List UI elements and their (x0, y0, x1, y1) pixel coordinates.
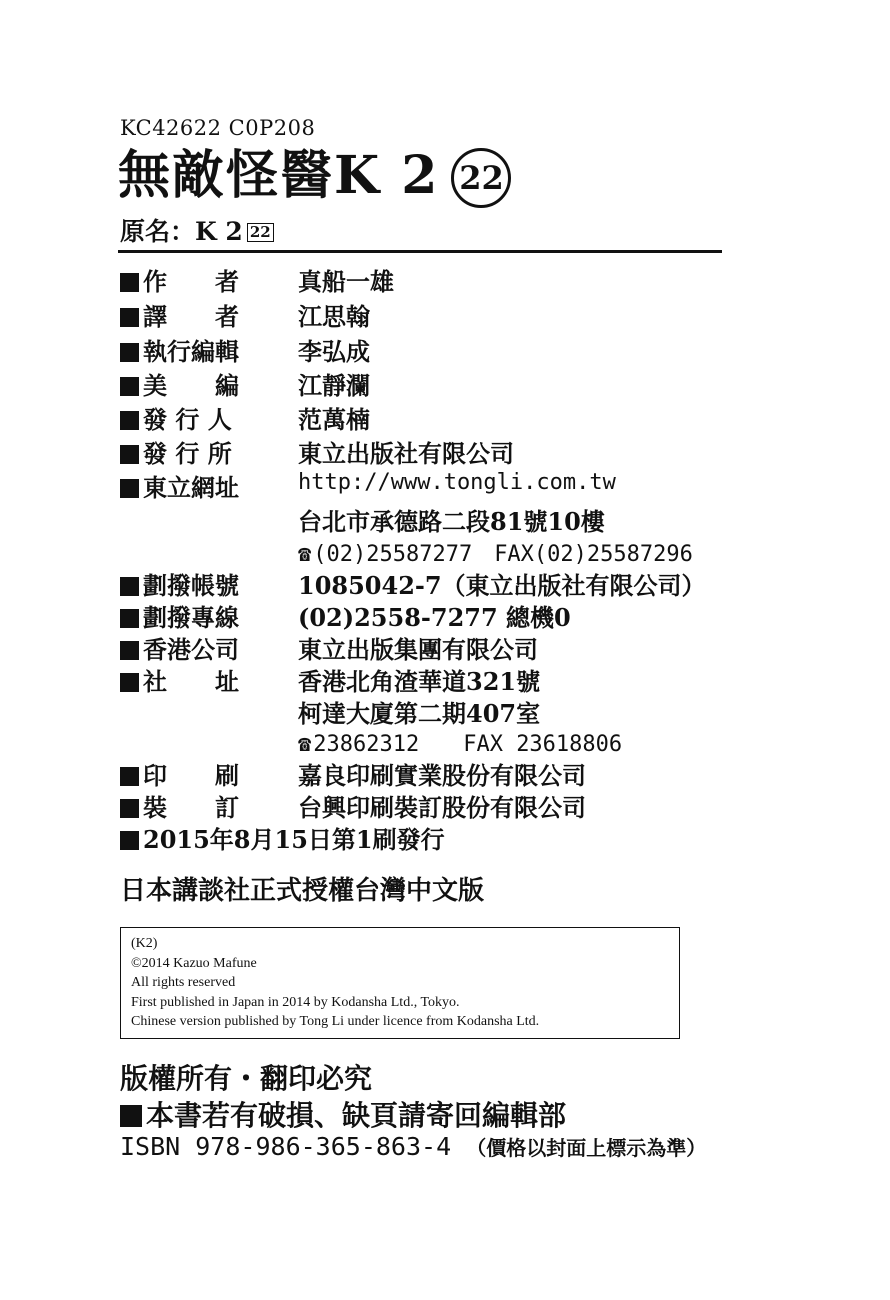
black-square-icon (120, 1105, 142, 1127)
price-note: （價格以封面上標示為準） (466, 1136, 707, 1160)
taipei-phone: ☎(02)25587277 FAX(02)25587296 (298, 542, 693, 567)
credit-label-art-editor: 美 編 (120, 366, 239, 401)
postal-label-hotline: 劃撥專線 (120, 598, 239, 633)
postal-label-account: 劃撥帳號 (120, 566, 239, 601)
hk-phone: ☎23862312 FAX 23618806 (298, 732, 623, 757)
original-volume-badge: 22 (247, 223, 274, 242)
hk-address-label: 社 址 (120, 662, 239, 697)
printing-label: 印 刷 (120, 756, 239, 791)
release-date: 2015年8月15日第1刷發行 (120, 820, 445, 855)
credit-value-translator: 江思翰 (298, 302, 370, 331)
credit-label-translator: 譯 者 (120, 297, 239, 332)
telephone-icon: ☎ (298, 732, 312, 757)
credit-label-publisher: 發 行 人 (120, 400, 232, 435)
header-divider (118, 250, 722, 253)
copyright-line: First published in Japan in 2014 by Kodansha Ltd., Tokyo. (131, 994, 460, 1010)
copyright-line: (K2) (131, 936, 158, 951)
black-square-icon (120, 377, 139, 396)
binding-value: 台興印刷裝訂股份有限公司 (298, 793, 586, 822)
copyright-line: All rights reserved (131, 975, 236, 990)
original-title (120, 212, 274, 248)
credit-value-publishing-house: 東立出版社有限公司 (298, 439, 514, 468)
credit-label-author: 作 者 (120, 262, 239, 297)
black-square-icon (120, 799, 139, 818)
credit-value-publisher: 范萬楠 (298, 405, 370, 434)
isbn-line (120, 1132, 706, 1161)
credit-value-author: 真船一雄 (298, 267, 394, 296)
binding-label: 裝 訂 (120, 788, 239, 823)
rights-reserved: 版權所有・翻印必究 (120, 1062, 373, 1095)
black-square-icon (120, 609, 139, 628)
book-title (118, 146, 511, 208)
black-square-icon (120, 767, 139, 786)
hk-company-label: 香港公司 (120, 630, 239, 665)
product-code: KC42622 C0P208 (120, 116, 316, 140)
black-square-icon (120, 445, 139, 464)
book-title-text: 無敵怪醫K 2 (118, 145, 440, 206)
taipei-address: 台北市承德路二段81號10樓 (298, 507, 605, 536)
damage-notice: 本書若有破損、缺頁請寄回編輯部 (120, 1094, 566, 1134)
telephone-icon: ☎ (298, 542, 312, 567)
postal-value-hotline: (02)2558-7277 總機0 (298, 603, 571, 632)
black-square-icon (120, 641, 139, 660)
black-square-icon (120, 308, 139, 327)
license-statement: 日本講談社正式授權台灣中文版 (120, 876, 485, 906)
black-square-icon (120, 479, 139, 498)
credit-label-website: 東立網址 (120, 468, 239, 503)
copyright-box (120, 927, 680, 1039)
hk-company-value: 東立出版集團有限公司 (298, 635, 538, 664)
postal-value-account: 1085042-7（東立出版社有限公司） (298, 571, 706, 600)
copyright-line: ©2014 Kazuo Mafune (131, 955, 257, 971)
website-url: http://www.tongli.com.tw (298, 470, 616, 495)
credit-label-publishing-house: 發 行 所 (120, 434, 232, 469)
black-square-icon (120, 673, 139, 692)
black-square-icon (120, 273, 139, 292)
black-square-icon (120, 411, 139, 430)
volume-number-badge: 22 (451, 148, 511, 208)
isbn-number: ISBN 978-986-365-863-4 (120, 1132, 452, 1161)
hk-address-value: 香港北角渣華道321號 (298, 667, 541, 696)
copyright-line: Chinese version published by Tong Li under licence from Kodansha Ltd. (131, 1014, 540, 1029)
credit-value-art-editor: 江靜瀾 (298, 371, 370, 400)
printing-value: 嘉良印刷實業股份有限公司 (298, 761, 586, 790)
credit-label-editor: 執行編輯 (120, 332, 239, 367)
black-square-icon (120, 577, 139, 596)
black-square-icon (120, 831, 139, 850)
original-title-text: 原名：K 2 (120, 217, 243, 246)
hk-address-line2: 柯達大廈第二期407室 (298, 699, 541, 728)
credit-value-editor: 李弘成 (298, 337, 370, 366)
black-square-icon (120, 343, 139, 362)
